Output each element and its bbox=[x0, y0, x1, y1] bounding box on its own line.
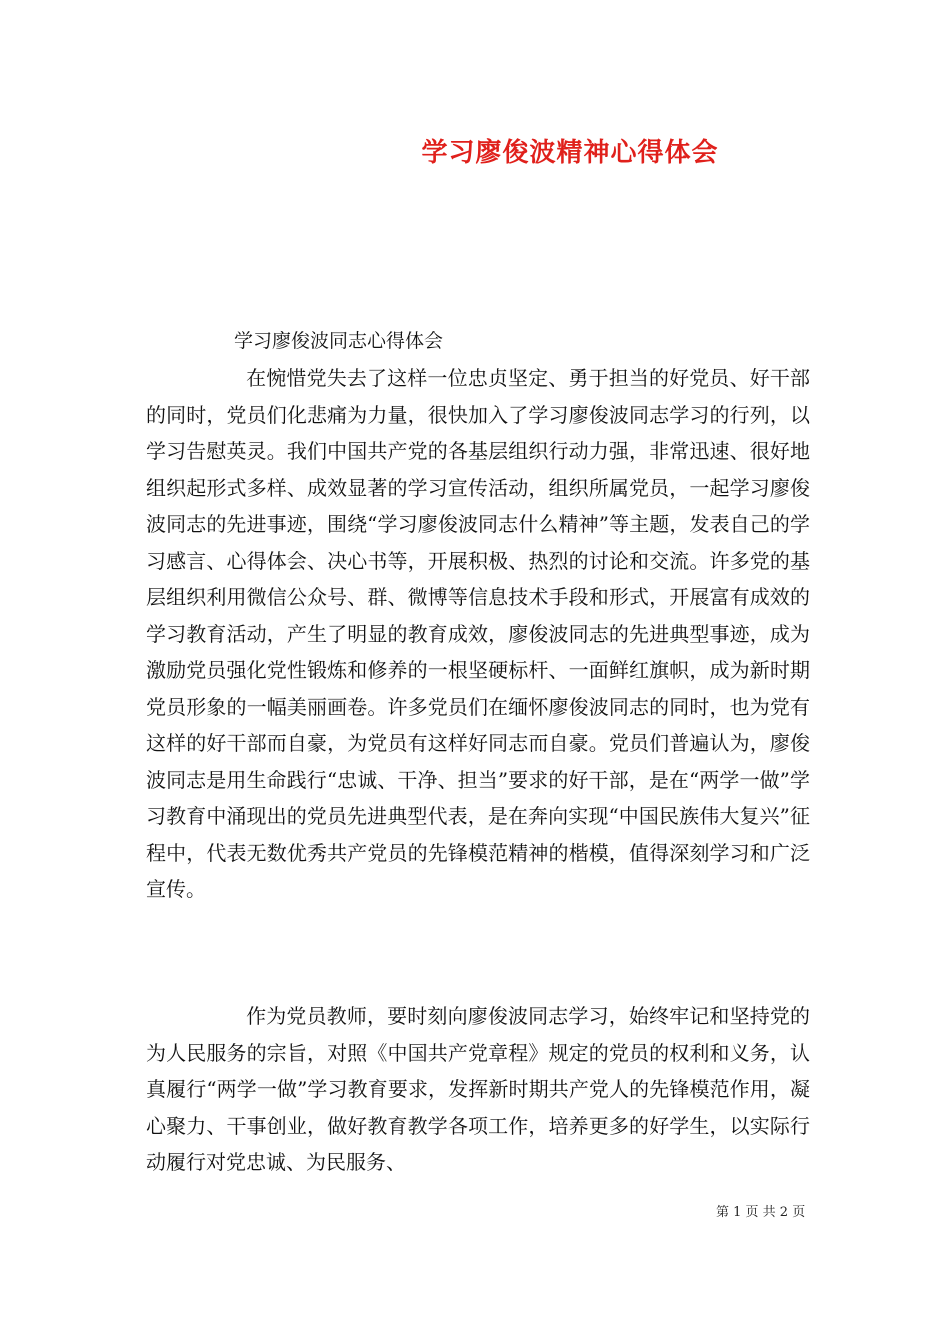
document-subtitle: 学习廖俊波同志心得体会 bbox=[234, 330, 444, 352]
document-title: 学习廖俊波精神心得体会 bbox=[421, 138, 719, 168]
paragraph-2-text: 作为党员教师，要时刻向廖俊波同志学习，始终牢记和坚持党的为人民服务的宗旨，对照《中国共产党章程》规定的党员的权利和义务，认真履行“两学一做”学习教育要求，发挥新时期共产党人的先锋模范作用，凝心聚力、干事创业，做好教育教学各项工作，培养更多的好学生，以实际行动履行对党忠诚、为民服务、 bbox=[146, 1004, 810, 1174]
body-paragraph-2 bbox=[146, 998, 810, 1181]
paragraph-1-text: 在惋惜党失去了这样一位忠贞坚定、勇于担当的好党员、好干部的同时，党员们化悲痛为力量，很快加入了学习廖俊波同志学习的行列，以学习告慰英灵。我们中国共产党的各基层组织行动力强，非常迅速、很好地组织起形式多样、成效显著的学习宣传活动，组织所属党员，一起学习廖俊波同志的先进事迹，围绕“学习廖俊波同志什么精神”等主题，发表自己的学习感言、心得体会、决心书等，开展积极、热烈的讨论和交流。许多党的基层组织利用微信公众号、群、微博等信息技术手段和形式，开展富有成效的学习教育活动，产生了明显的教育成效，廖俊波同志的先进典型事迹，成为激励党员强化党性锻炼和修养的一根坚硬标杆、一面鲜红旗帜，成为新时期党员形象的一幅美丽画卷。许多党员们在缅怀廖俊波同志的同时，也为党有这样的好干部而自豪，为党员有这样好同志而自豪。党员们普遍认为，廖俊波同志是用生命践行“忠诚、干净、担当”要求的好干部，是在“两学一做”学习教育中涌现出的党员先进典型代表，是在奔向实现“中国民族伟大复兴”征程中，代表无数优秀共产党员的先锋模范精神的楷模，值得深刻学习和广泛宣传。 bbox=[146, 366, 810, 901]
body-paragraph-1 bbox=[146, 360, 810, 908]
page-footer: 第 1 页 共 2 页 bbox=[716, 1205, 806, 1220]
